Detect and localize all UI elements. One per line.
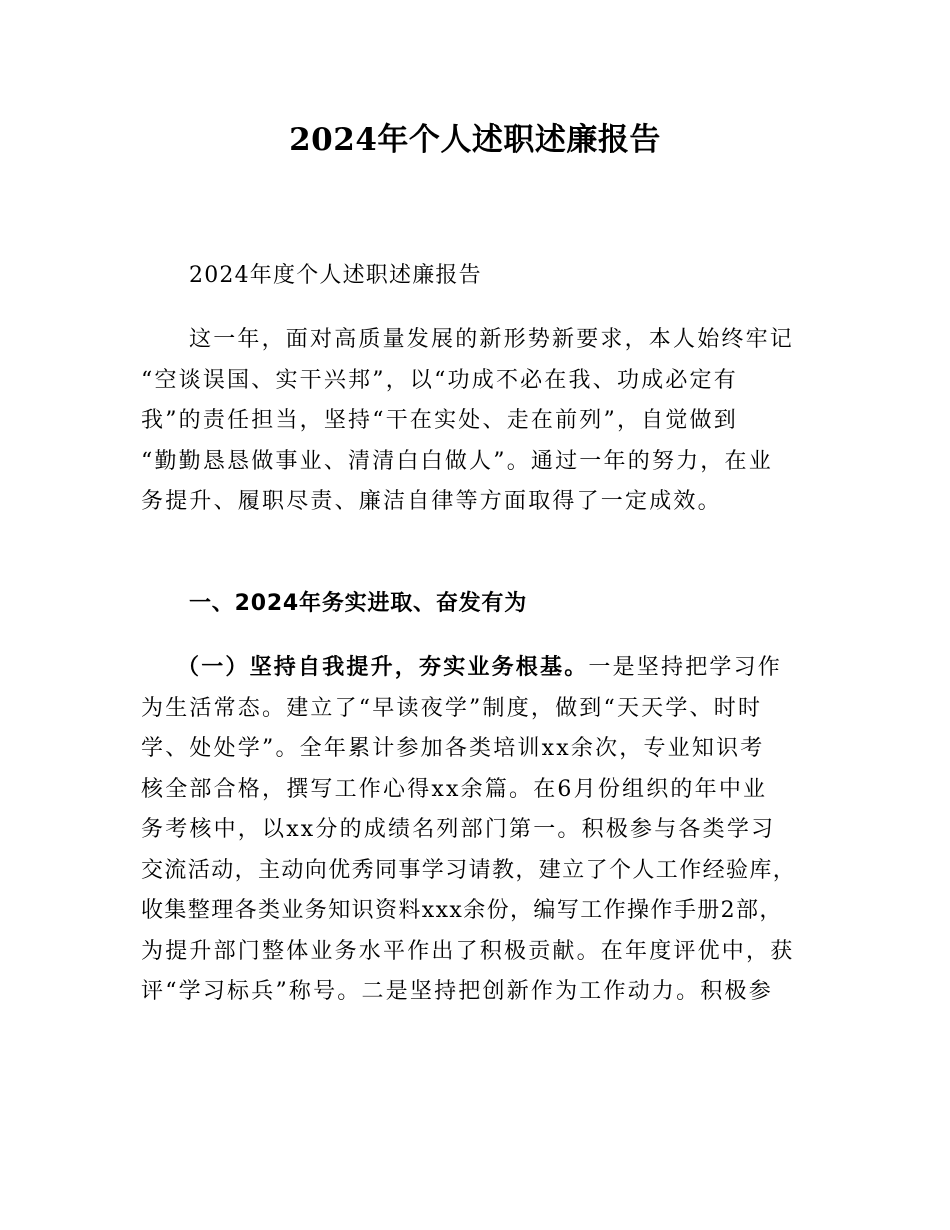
paragraph-line: 为生活常态。建立了“早读夜学”制度，做到“天天学、时时: [141, 695, 763, 721]
paragraph-line: 核全部合格，撰写工作心得xx余篇。在6月份组织的年中业: [141, 776, 768, 802]
paragraph-line: “空谈误国、实干兴邦”，以“功成不必在我、功成必定有: [141, 367, 738, 393]
paragraph-line: 务提升、履职尽责、廉洁自律等方面取得了一定成效。: [141, 489, 722, 514]
paragraph-line: 学、处处学”。全年累计参加各类培训xx余次，专业知识考: [141, 736, 765, 761]
paragraph-line: 我”的责任担当，坚持“干在实处、走在前列”，自觉做到: [141, 408, 738, 433]
subsection-paragraph: [141, 648, 809, 1013]
paragraph-line: 收集整理各类业务知识资料xxx余份，编写工作操作手册2部，: [141, 898, 783, 923]
subsection-heading: （一）坚持自我提升，夯实业务根基。: [177, 655, 589, 680]
paragraph-line: 为提升部门整体业务水平作出了积极贡献。在年度评优中，获: [141, 938, 795, 964]
intro-paragraph: [141, 320, 809, 523]
section-heading: 一、2024年务实进取、奋发有为: [189, 591, 528, 616]
paragraph-line: “勤勤恳恳做事业、清清白白做人”。通过一年的努力，在业: [141, 448, 773, 474]
document-subtitle: 2024年度个人述职述廉报告: [189, 263, 482, 288]
paragraph-text: 一是坚持把学习作: [588, 655, 783, 680]
paragraph-line: 务考核中，以xx分的成绩名列部门第一。积极参与各类学习: [141, 817, 776, 842]
paragraph-line: 这一年，面对高质量发展的新形势新要求，本人始终牢记: [189, 327, 795, 352]
paragraph-line: [141, 648, 809, 689]
paragraph-line: 评“学习标兵”称号。二是坚持把创新作为工作动力。积极参: [141, 979, 773, 1004]
paragraph-line: 交流活动，主动向优秀同事学习请教，建立了个人工作经验库，: [141, 857, 797, 883]
document-title: 2024年个人述职述廉报告: [289, 122, 661, 158]
